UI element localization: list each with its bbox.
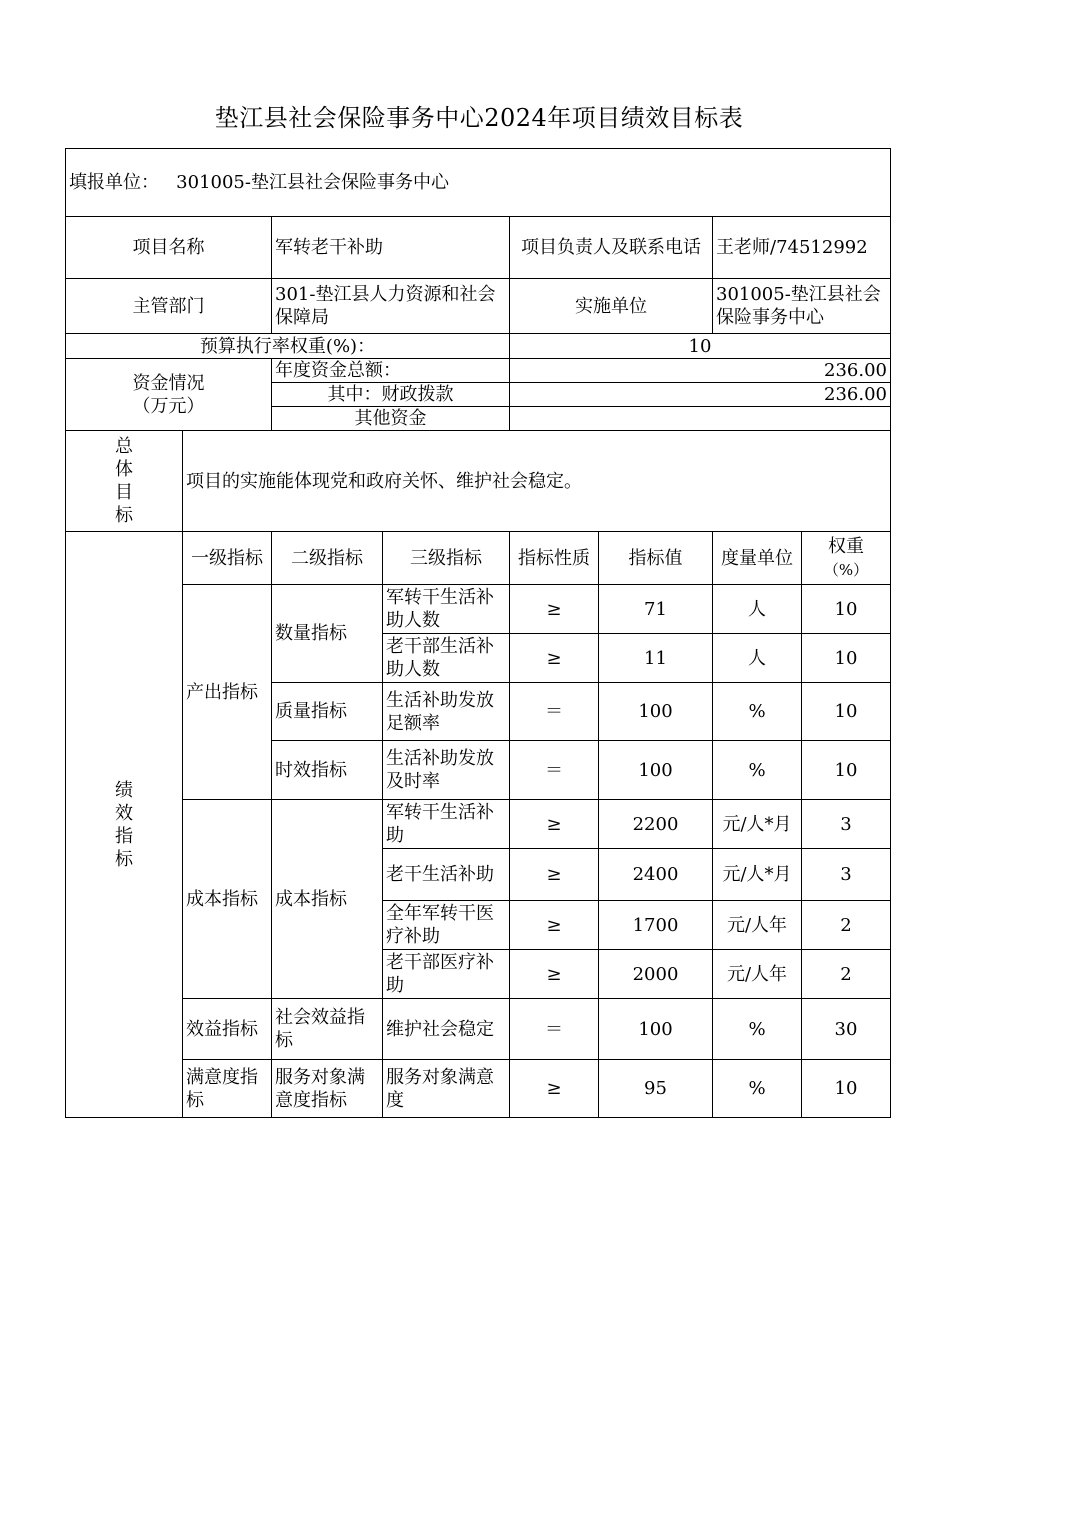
indicator-name: 生活补助发放及时率 [383,741,510,800]
indicator-weight: 2 [802,901,891,950]
budget-weight-value: 10 [510,334,891,359]
indicator-value: 2200 [599,800,713,849]
indicator-value: 100 [599,999,713,1060]
impl-label: 实施单位 [510,279,713,334]
indicator-unit: % [713,683,802,741]
indicator-op: ＝ [510,741,599,800]
indicator-weight: 30 [802,999,891,1060]
filler-value: 301005-垫江县社会保险事务中心 [176,172,449,193]
indicator-weight: 10 [802,634,891,683]
dept-value: 301-垫江县人力资源和社会保障局 [272,279,510,334]
indicator-name: 老干部医疗补助 [383,950,510,999]
indicator-op: ≥ [510,800,599,849]
indicator-op: ≥ [510,1060,599,1118]
header-value: 指标值 [599,532,713,585]
header-weight-line1: 权重 [828,535,864,557]
level1-satisfaction: 满意度指标 [183,1060,272,1118]
indicator-op: ≥ [510,585,599,634]
funds-other-value [510,407,891,431]
page-title: 垫江县社会保险事务中心2024年项目绩效目标表 [214,104,744,132]
indicator-value: 11 [599,634,713,683]
indicator-unit: 元/人*月 [713,800,802,849]
indicator-value: 2000 [599,950,713,999]
funds-total-row [66,359,891,383]
budget-weight-label: 预算执行率权重(%)： [66,334,510,359]
indicator-value: 71 [599,585,713,634]
filler-cell [66,149,891,217]
indicator-name: 服务对象满意度 [383,1060,510,1118]
performance-label-char: 指 [115,825,133,847]
indicator-value: 95 [599,1060,713,1118]
table-row [66,800,891,849]
header-nature: 指标性质 [510,532,599,585]
indicator-op: ＝ [510,999,599,1060]
indicator-name: 老干生活补助 [383,849,510,901]
overall-label-char: 体 [115,459,133,480]
indicator-name: 生活补助发放足额率 [383,683,510,741]
contact-label: 项目负责人及联系电话 [510,217,713,279]
table-row [66,585,891,634]
level2-quantity: 数量指标 [272,585,383,683]
funds-fiscal-label: 其中：财政拨款 [272,383,510,407]
budget-weight-row [66,334,891,359]
indicator-weight: 3 [802,800,891,849]
overall-label-char: 总 [115,436,133,457]
header-weight-line2: （%） [823,560,869,579]
indicator-name: 维护社会稳定 [383,999,510,1060]
project-name-label: 项目名称 [66,217,272,279]
indicator-unit: % [713,1060,802,1118]
performance-label [66,532,183,1118]
indicator-op: ≥ [510,901,599,950]
funds-label [66,359,272,431]
overall-target-text: 项目的实施能体现党和政府关怀、维护社会稳定。 [183,431,891,532]
level2-quality: 质量指标 [272,683,383,741]
perf-header-row [66,532,891,585]
indicator-unit: % [713,741,802,800]
funds-fiscal-value: 236.00 [510,383,891,407]
indicator-value: 100 [599,683,713,741]
indicator-weight: 10 [802,741,891,800]
filler-label: 填报单位： [69,172,159,193]
header-level1: 一级指标 [183,532,272,585]
level1-benefit: 效益指标 [183,999,272,1060]
indicator-unit: 人 [713,634,802,683]
indicator-weight: 10 [802,1060,891,1118]
overall-target-row [66,431,891,532]
indicator-name: 军转干生活补助人数 [383,585,510,634]
level2-timeliness: 时效指标 [272,741,383,800]
funds-label-line1: 资金情况 [132,372,205,394]
header-weight [802,532,891,585]
funds-other-label: 其他资金 [272,407,510,431]
funds-total-label: 年度资金总额： [272,359,510,383]
table-row [66,1060,891,1118]
indicator-unit: % [713,999,802,1060]
indicator-name: 军转干生活补助 [383,800,510,849]
indicator-unit: 人 [713,585,802,634]
header-level2: 二级指标 [272,532,383,585]
indicator-weight: 10 [802,683,891,741]
indicator-op: ≥ [510,634,599,683]
funds-label-line2: （万元） [132,395,205,417]
indicator-name: 全年军转干医疗补助 [383,901,510,950]
filler-row [66,149,891,217]
table-row [66,999,891,1060]
overall-label-char: 标 [115,505,133,526]
indicator-unit: 元/人年 [713,901,802,950]
performance-table [65,148,891,1118]
project-name-value: 军转老干补助 [272,217,510,279]
indicator-value: 1700 [599,901,713,950]
indicator-op: ＝ [510,683,599,741]
header-unit: 度量单位 [713,532,802,585]
indicator-weight: 10 [802,585,891,634]
dept-row [66,279,891,334]
impl-value: 301005-垫江县社会保险事务中心 [713,279,891,334]
performance-label-char: 绩 [115,779,133,801]
performance-label-char: 效 [115,802,133,824]
level1-output: 产出指标 [183,585,272,800]
level2-satisfaction: 服务对象满意度指标 [272,1060,383,1118]
indicator-value: 2400 [599,849,713,901]
dept-label: 主管部门 [66,279,272,334]
indicator-op: ≥ [510,950,599,999]
indicator-value: 100 [599,741,713,800]
overall-target-label [66,431,183,532]
indicator-op: ≥ [510,849,599,901]
level2-social-benefit: 社会效益指标 [272,999,383,1060]
indicator-name: 老干部生活补助人数 [383,634,510,683]
indicator-weight: 2 [802,950,891,999]
level1-cost: 成本指标 [183,800,272,999]
contact-value: 王老师/74512992 [713,217,891,279]
indicator-unit: 元/人年 [713,950,802,999]
indicator-unit: 元/人*月 [713,849,802,901]
project-name-row [66,217,891,279]
funds-total-value: 236.00 [510,359,891,383]
performance-label-char: 标 [115,848,133,870]
header-level3: 三级指标 [383,532,510,585]
overall-label-char: 目 [115,482,133,503]
level2-cost: 成本指标 [272,800,383,999]
indicator-weight: 3 [802,849,891,901]
